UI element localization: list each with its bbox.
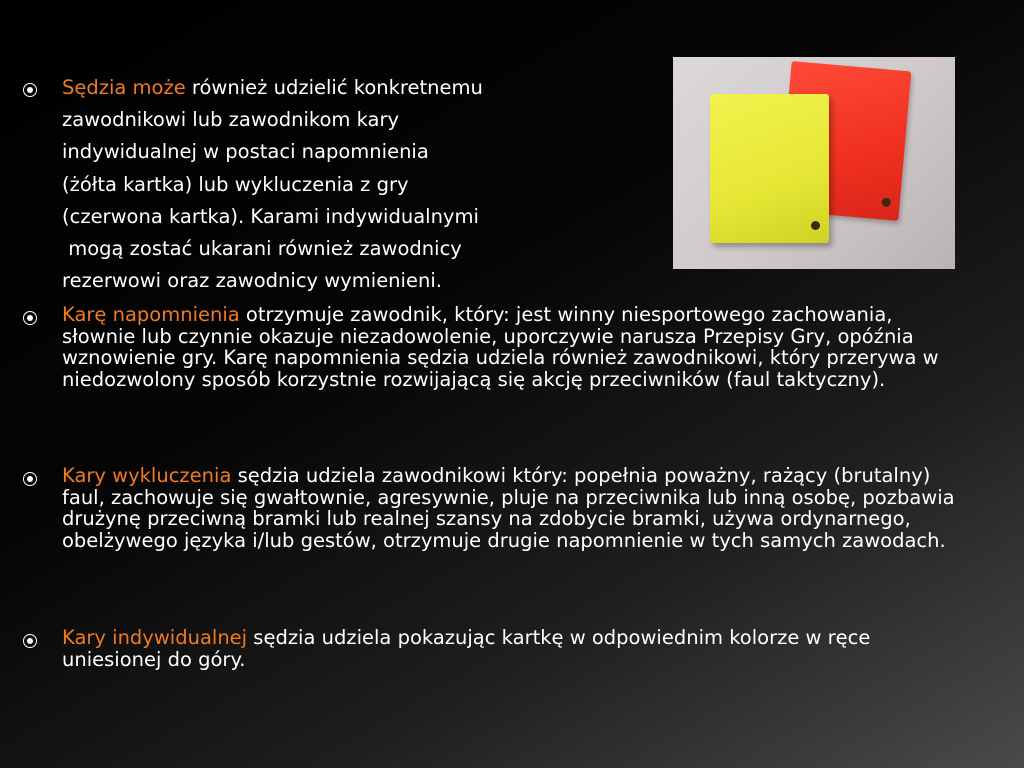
text-line: również udzielić konkretnemu [185, 76, 483, 99]
highlight-term: Kary wykluczenia [62, 464, 232, 487]
text-line: indywidualnej w postaci napomnienia [62, 140, 429, 164]
yellow-card-image [710, 94, 829, 243]
bullet-circle-icon [23, 472, 37, 486]
card-logo-icon [881, 197, 891, 207]
text-line: mogą zostać ukarani również zawodnicy [62, 237, 462, 261]
highlight-term: Sędzia może [62, 76, 186, 99]
text-line: rezerwowi oraz zawodnicy wymienieni. [62, 269, 442, 293]
text-line: zawodnikowi lub zawodnikom kary [62, 108, 400, 132]
bullet-circle-icon [23, 83, 37, 97]
body-text: otrzymuje zawodnik, który: jest winny niesportowego zachowania, słownie lub czynnie okazuje niezadowolenie, uporczywie narusza Przepisy Gry, opóźnia wznowienie gry. Karę napomnienia sędzia udziela również zawodnikowi, który przerywa w niedozwolony sposób korzystnie rozwijającą się akcję przeciwników (faul taktyczny). [62, 303, 939, 392]
card-logo-icon [811, 221, 820, 230]
bullet-text [62, 72, 483, 297]
text-line: (czerwona kartka). Karami indywidualnymi [62, 204, 479, 228]
bullet-text [62, 465, 962, 552]
highlight-term: Kary indywidualnej [62, 626, 248, 649]
highlight-term: Karę napomnienia [62, 303, 240, 326]
text-line: (żółta kartka) lub wykluczenia z gry [62, 172, 409, 196]
bullet-text [62, 627, 962, 670]
bullet-circle-icon [23, 311, 37, 325]
bullet-text [62, 304, 962, 391]
bullet-circle-icon [23, 634, 37, 648]
cards-photo [673, 57, 955, 269]
body-text: sędzia udziela zawodnikowi który: popełnia poważny, rażący (brutalny) faul, zachowuje się gwałtownie, agresywnie, pluje na przeciwnika lub inną osobę, pozbawia drużynę przeciwną bramki lub realnej szansy na zdobycie bramki, używa ordynarnego, obelżywego języka i/lub gestów, otrzymuje drugie napomnienie w tych samych zawodach. [62, 464, 955, 553]
body-text: sędzia udziela pokazując kartkę w odpowiednim kolorze w ręce uniesionej do góry. [62, 626, 871, 671]
